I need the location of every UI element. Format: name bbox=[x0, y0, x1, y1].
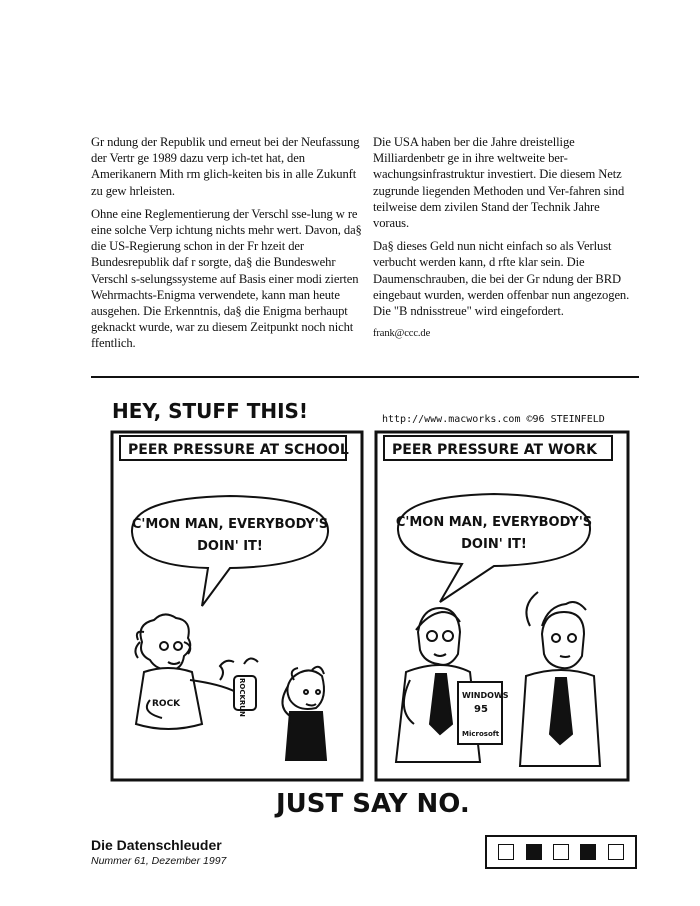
panel-left bbox=[112, 432, 362, 780]
panel-right-caption: PEER PRESSURE AT WORK bbox=[392, 442, 597, 458]
bubble-right-line1: C'MON MAN, EVERYBODY'S bbox=[395, 515, 593, 530]
section-divider bbox=[91, 376, 639, 378]
marker-box bbox=[498, 844, 514, 860]
magazine-title: Die Datenschleuder bbox=[91, 837, 222, 853]
comic-credit: http://www.macworks.com ©96 STEINFELD bbox=[382, 414, 605, 425]
can-label: ROCKRUN bbox=[238, 678, 246, 717]
box-version: 95 bbox=[474, 704, 488, 715]
box-vendor: Microsoft bbox=[462, 730, 500, 738]
comic-strip bbox=[80, 380, 640, 820]
man-offering-box bbox=[396, 608, 502, 762]
marker-box bbox=[553, 844, 569, 860]
author-email: frank@ccc.de bbox=[373, 328, 431, 340]
speech-bubble-right bbox=[396, 494, 592, 602]
marker-box bbox=[580, 844, 596, 860]
article-left-column bbox=[91, 134, 363, 359]
panel-left-caption: PEER PRESSURE AT SCHOOL bbox=[128, 442, 349, 458]
speech-bubble-left bbox=[132, 496, 328, 606]
marker-box bbox=[608, 844, 624, 860]
panel-right bbox=[376, 432, 628, 780]
comic-bottom-caption: JUST SAY NO. bbox=[276, 789, 470, 819]
confused-man bbox=[520, 592, 600, 766]
article-right-column bbox=[373, 134, 635, 342]
shirt-text: ROCK bbox=[152, 699, 181, 709]
bubble-right-line2: DOIN' IT! bbox=[461, 537, 527, 552]
bubble-left-line2: DOIN' IT! bbox=[197, 539, 263, 554]
paragraph: Gr ndung der Republik und erneut bei der Neufassung der Vertr ge 1989 dazu verp ich-tet hat, den Amerikanern Mith rm glich-keiten bis in alle Zukunft zu gew hrleisten. bbox=[91, 135, 360, 198]
marker-box bbox=[526, 844, 542, 860]
box-windows: WINDOWS bbox=[462, 691, 509, 700]
small-kid bbox=[282, 667, 326, 760]
page-marker-boxes bbox=[485, 835, 637, 869]
bubble-left-line1: C'MON MAN, EVERYBODY'S bbox=[131, 517, 329, 532]
paragraph: Ohne eine Reglementierung der Verschl sse-lung w re eine solche Verp ichtung nichts mehr wert. Davon, da§ die US-Regierung schon in der Fr hzeit der Bundesrepublik daf r sorgte, da§ die Bundeswehr Verschl s-selungssysteme auf Basis einer modi zierten Wehrmachts-Enigma verwendete, kann man heute ausgehen. Die Erkenntnis, da§ die Enigma berhaupt geknackt wurde, war zu diesem Zeitpunkt noch nicht ffentlich. bbox=[91, 206, 362, 351]
issue-info: Nummer 61, Dezember 1997 bbox=[91, 855, 227, 867]
paragraph: Die USA haben ber die Jahre dreistellige Milliardenbetr ge in ihre weltweite ber-wachungsinfrastruktur investiert. Die diesem Netz zugrunde liegenden Methoden und Ver-fahren sind teilweise dem zivilen Stand der Technik Jahre voraus. bbox=[373, 135, 625, 231]
comic-title: HEY, STUFF THIS! bbox=[112, 399, 309, 423]
paragraph: Da§ dieses Geld nun nicht einfach so als Verlust verbucht werden kann, d rfte klar sein. Die Daumenschrauben, die bei der Gr ndung der BRD eingebaut wurden, werden offenbar nun angezogen. Die "B ndnisstreue" wird eingefordert. bbox=[373, 239, 630, 319]
